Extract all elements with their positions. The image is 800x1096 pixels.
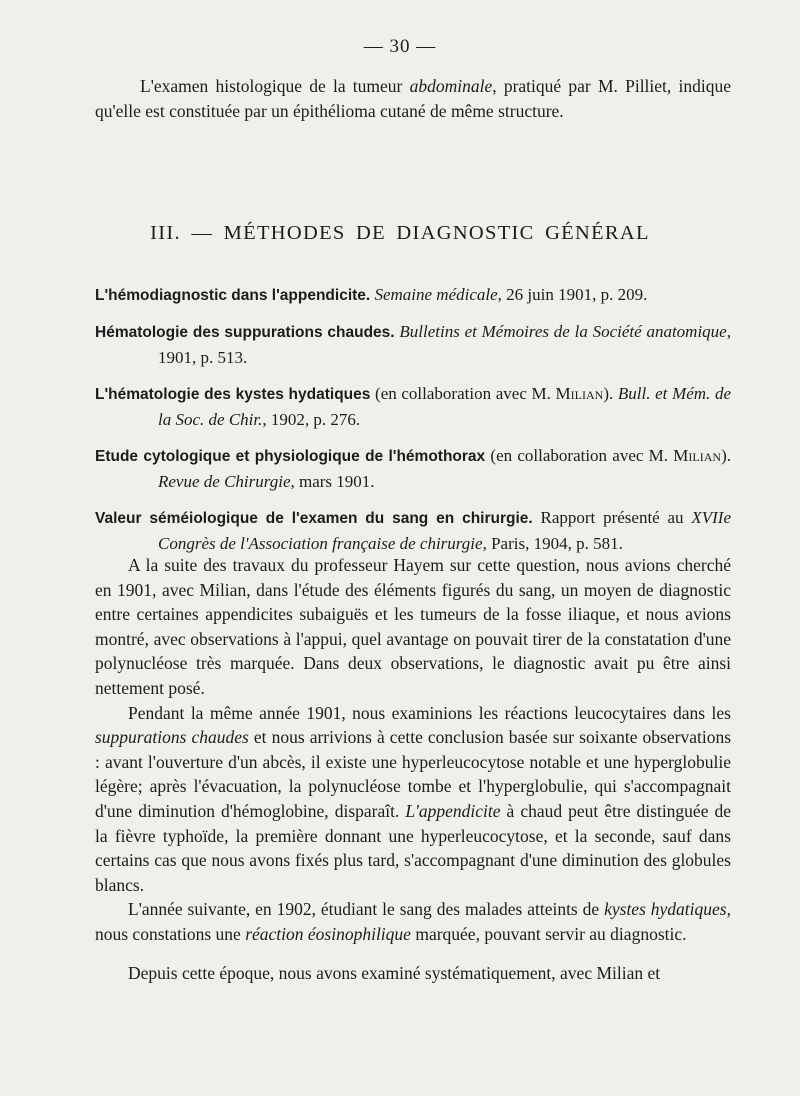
body-text — [95, 553, 731, 985]
intro-paragraph: L'examen histologique de la tumeur abdominale, pratiqué par M. Pilliet, indique qu'elle est constituée par un épithélioma cutané de même structure. — [95, 76, 731, 121]
reference-item: Valeur séméiologique de l'examen du sang en chirurgie. Rapport présenté au XVIIe Congrès de l'Association française de chirurgie, Paris, 1904, p. 581. — [95, 508, 731, 553]
reference-title: Valeur séméiologique de l'examen du sang en chirurgie. — [95, 510, 533, 527]
reference-source: Bulletins et Mémoires de la Société anatomique — [399, 322, 727, 341]
page-number: — 30 — — [363, 36, 437, 57]
reference-author: Milian — [555, 384, 604, 403]
reference-source: Semaine médicale — [374, 285, 498, 304]
paragraph-4: Depuis cette époque, nous avons examiné systématiquement, avec Milian et — [128, 962, 661, 983]
reference-item: Hématologie des suppurations chaudes. Bulletins et Mémoires de la Société anatomique, 1901, p. 513. — [95, 322, 731, 367]
reference-list — [95, 282, 731, 567]
reference-item: L'hémodiagnostic dans l'appendicite. Semaine médicale, 26 juin 1901, p. 209. — [95, 285, 648, 304]
reference-item: Etude cytologique et physiologique de l'hémothorax (en collaboration avec M. Milian). Revue de Chirurgie, mars 1901. — [95, 446, 731, 491]
paragraph-1: A la suite des travaux du professeur Hayem sur cette question, nous avions cherché en 1901, avec Milian, dans l'étude des éléments figurés du sang, un moyen de diagnostic entre certaines appendicites subaiguës et les tumeurs de la fosse iliaque, et nous avions montré, avec observations à l'appui, quel avantage on pouvait tirer de la constatation d'une polynucléose très marquée. Dans deux observations, le diagnostic avait pu être ainsi nettement posé. — [95, 555, 731, 698]
reference-source: Bull. et Mém. de la Soc. de Chir. — [158, 384, 731, 429]
reference-title: Etude cytologique et physiologique de l'hémothorax — [95, 448, 486, 465]
reference-source: Revue de Chirurgie — [158, 472, 291, 491]
reference-source: XVIIe Congrès de l'Association française de chirurgie — [158, 508, 731, 553]
reference-title: Hématologie des suppurations chaudes. — [95, 324, 395, 341]
reference-title: L'hématologie des kystes hydatiques — [95, 386, 371, 403]
intro-italic: abdominale — [409, 76, 493, 96]
reference-author: Milian — [673, 446, 722, 465]
reference-item: L'hématologie des kystes hydatiques (en collaboration avec M. Milian). Bull. et Mém. de la Soc. de Chir., 1902, p. 276. — [95, 384, 731, 429]
paragraph-2: Pendant la même année 1901, nous examinions les réactions leucocytaires dans les suppurations chaudes et nous arrivions à cette conclusion basée sur soixante observations : avant l'ouverture d'un abcès, il existe une hyperleucocytose notable et une hyperglobulie légère; après l'évacuation, la polynucléose tombe et l'hyperglobulie, qui s'accompagnait d'une diminution d'hémoglobine, disparaît. L'appendicite à chaud peut être distinguée de la fièvre typhoïde, la première donnant une hyperleucocytose, et la seconde, sauf dans certains cas que nous avons fixés plus tard, s'accompagnant d'une diminution des globules blancs. — [95, 702, 732, 895]
section-heading: III. — MÉTHODES DE DIAGNOSTIC GÉNÉRAL — [150, 222, 650, 244]
reference-title: L'hémodiagnostic dans l'appendicite. — [95, 287, 371, 304]
paragraph-3: L'année suivante, en 1902, étudiant le sang des malades atteints de kystes hydatiques, nous constations une réaction éosinophilique marquée, pouvant servir au diagnostic. — [95, 899, 731, 944]
